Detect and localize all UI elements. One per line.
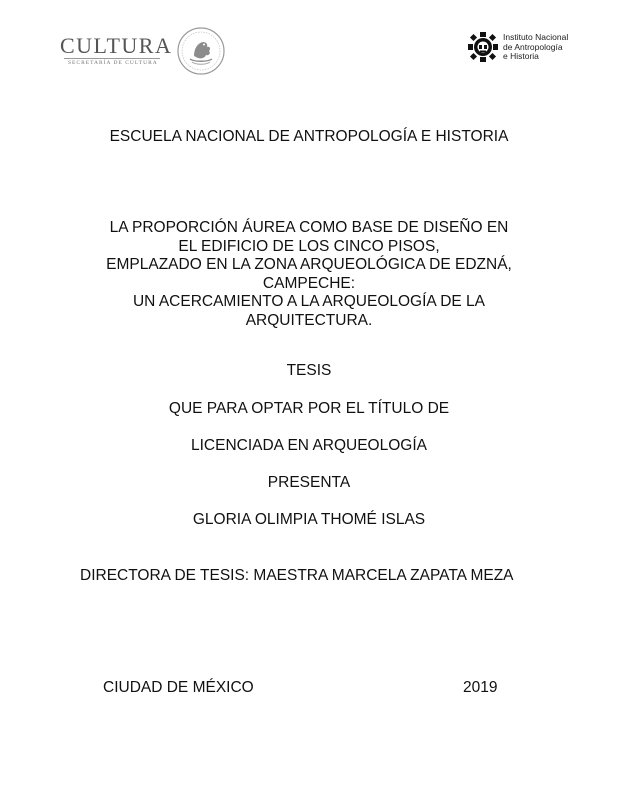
thesis-director: DIRECTORA DE TESIS: MAESTRA MARCELA ZAPATA MEZA	[80, 567, 514, 584]
thesis-title-line: UN ACERCAMIENTO A LA ARQUEOLOGÍA DE LA	[132, 293, 486, 311]
cultura-logo-subtitle: SECRETARÍA DE CULTURA	[68, 60, 158, 66]
thesis-title-line: ARQUITECTURA.	[245, 311, 373, 329]
inah-emblem-icon	[466, 30, 500, 64]
inah-logo-line: e Historia	[503, 51, 539, 61]
thesis-title-line: EMPLAZADO EN LA ZONA ARQUEOLÓGICA DE EDZNÁ,	[106, 256, 512, 274]
inah-logo-line: Instituto Nacional	[503, 32, 569, 42]
author-name: GLORIA OLIMPIA THOMÉ ISLAS	[192, 511, 426, 528]
inah-logo-line: de Antropología	[503, 41, 563, 52]
mexican-coat-of-arms-icon	[176, 26, 226, 76]
thesis-title	[0, 219, 618, 331]
degree-title: LICENCIADA EN ARQUEOLOGÍA	[190, 437, 427, 454]
thesis-title-line: EL EDIFICIO DE LOS CINCO PISOS,	[178, 237, 440, 255]
thesis-title-line: LA PROPORCIÓN ÁUREA COMO BASE DE DISEÑO EN	[109, 219, 509, 236]
city-name: CIUDAD DE MÉXICO	[103, 679, 254, 696]
degree-purpose: QUE PARA OPTAR POR EL TÍTULO DE	[168, 400, 450, 417]
document-type: TESIS	[286, 362, 332, 379]
inah-logo-text	[503, 33, 568, 62]
cultura-logo-rule	[64, 58, 160, 59]
institution-name: ESCUELA NACIONAL DE ANTROPOLOGÍA E HISTORIA	[109, 128, 509, 145]
presents-label: PRESENTA	[267, 474, 351, 491]
thesis-title-line: CAMPECHE:	[262, 274, 356, 292]
cultura-logo-wordmark: CULTURA	[60, 33, 173, 58]
year: 2019	[463, 679, 498, 696]
